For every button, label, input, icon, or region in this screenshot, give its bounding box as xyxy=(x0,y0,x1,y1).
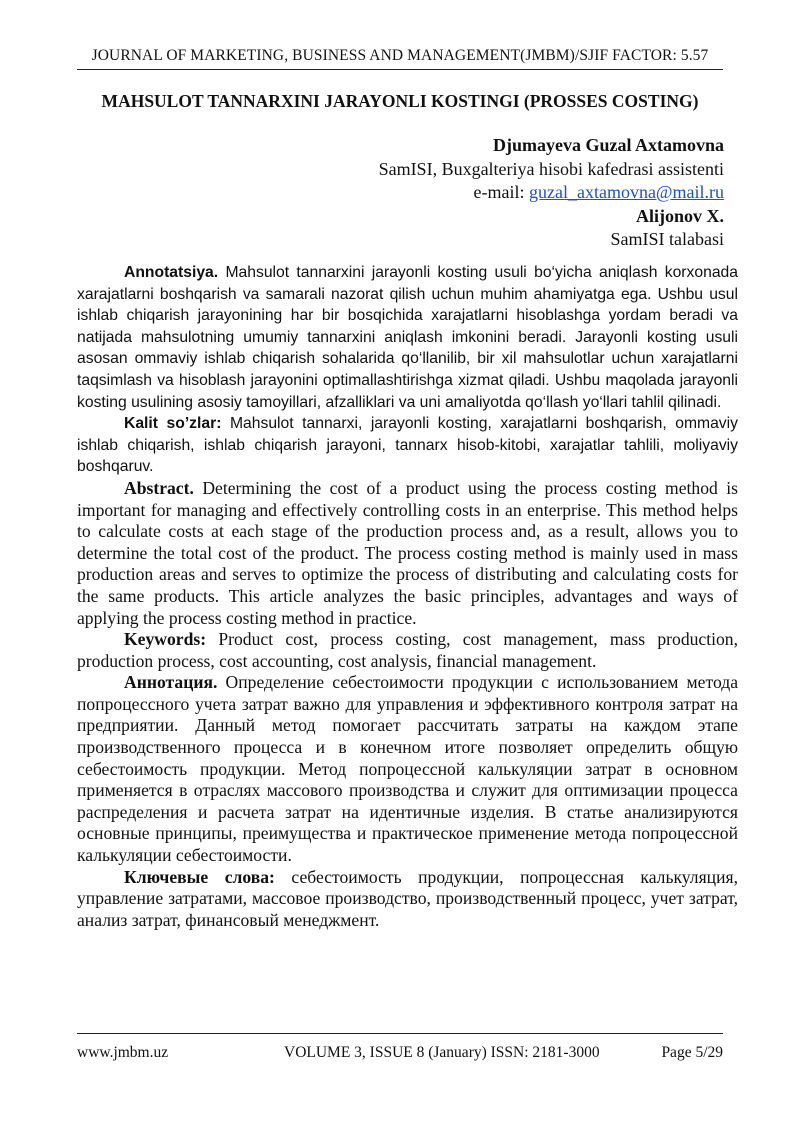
abstract-en-paragraph xyxy=(77,478,738,629)
header-divider xyxy=(77,69,723,70)
footer-page-number: Page 5/29 xyxy=(661,1044,723,1061)
keywords-en-text: Product cost, process costing, cost management, mass production, production process, cost accounting, cost analysis, financial management. xyxy=(77,629,738,671)
annotation-ru-paragraph xyxy=(77,672,738,866)
running-header: JOURNAL OF MARKETING, BUSINESS AND MANAGEMENT(JMBM)/SJIF FACTOR: 5.57 xyxy=(91,47,709,64)
footer-volume-issn: VOLUME 3, ISSUE 8 (January) ISSN: 2181-3000 xyxy=(284,1044,600,1061)
article-title: MAHSULOT TANNARXINI JARAYONLI KOSTINGI (PROSSES COSTING) xyxy=(101,91,699,111)
author-email-line xyxy=(124,181,724,205)
author-name: Djumayeva Guzal Axtamovna xyxy=(493,135,724,155)
article-body xyxy=(77,262,738,931)
abstract-en-label: Abstract. xyxy=(124,477,194,498)
abstract-en-text: Determining the cost of a product using the process costing method is important for managing and effectively controlling costs in an enterprise. This method helps to calculate costs at each stage of the production process and, as a result, allows you to determine the total cost of the product. The process costing method is mainly used in mass production areas and serves to optimize the process of distributing and calculating costs for the same products. This article analyzes the basic principles, advantages and ways of applying the process costing method in practice. xyxy=(77,477,738,628)
keywords-en-label: Keywords: xyxy=(124,629,207,650)
keywords-ru-label: Ключевые слова: xyxy=(124,866,275,887)
author-affiliation: SamISI, Buxgalteriya hisobi kafedrasi assistenti xyxy=(378,158,724,179)
keywords-ru-paragraph xyxy=(77,867,738,932)
keywords-uz-label: Kalit so’zlar: xyxy=(124,415,222,433)
keywords-en-paragraph xyxy=(77,629,738,672)
annotation-uz-text: Mahsulot tannarxini jarayonli kosting usuli bo‘yicha aniqlash korxonada xarajatlarni boshqarish va samarali nazorat qilish uchun muhim ahamiyatga ega. Ushbu usul ishlab chiqarish jarayonining har bir bosqichida xarajatlarni hisoblashga yordam beradi va natijada mahsulotning umumiy tannarxini aniqlash imkonini beradi. Jarayonli kosting usuli asosan ommaviy ishlab chiqarish sohalarida qo‘llanilib, bir xil mahsulotlar uchun xarajatlarni taqsimlash va hisoblash jarayonini optimallashtirishga xizmat qiladi. Ushbu maqolada jarayonli kosting usulining asosiy tamoyillari, afzalliklari va uni amaliyotda qo‘llash yo‘llari tahlil qilinadi. xyxy=(77,264,738,411)
coauthor-name: Alijonov X. xyxy=(635,205,724,226)
coauthor-affiliation: SamISI talabasi xyxy=(610,229,724,249)
annotation-ru-label: Аннотация. xyxy=(124,672,218,693)
annotation-ru-text: Определение себестоимости продукции с использованием метода попроцессного учета затрат важно для управления и эффективного контроля затрат на предприятии. Данный метод помогает рассчитать затраты на каждом этапе производственного процесса и в конечном итоге позволяет определить общую себестоимость продукции. Метод попроцессной калькуляции затрат в основном применяется в отраслях массового производства и служит для оптимизации процесса распределения и расчета затрат на идентичные изделия. В статье анализируются основные принципы, преимущества и практическое применение метода попроцессной калькуляции себестоимости. xyxy=(77,672,738,866)
footer-divider xyxy=(77,1033,723,1034)
keywords-ru-text: себестоимость продукции, попроцессная калькуляция, управление затратами, массовое производство, производственный процесс, учет затрат, анализ затрат, финансовый менеджмент. xyxy=(77,866,738,930)
footer-website[interactable]: www.jmbm.uz xyxy=(77,1044,169,1061)
author-block xyxy=(124,134,724,252)
email-link[interactable]: guzal_axtamovna@mail.ru xyxy=(528,182,724,202)
annotation-uz-label: Annotatsiya. xyxy=(124,264,219,281)
annotation-uz-paragraph xyxy=(77,262,738,413)
keywords-uz-paragraph xyxy=(77,413,738,478)
keywords-uz-text: Mahsulot tannarxi, jarayonli kosting, xarajatlarni boshqarish, ommaviy ishlab chiqarish, ishlab chiqarish jarayoni, tannarx hisob-kitobi, xarajatlar tahlili, moliyaviy boshqaruv. xyxy=(77,415,738,476)
email-label: e-mail: xyxy=(473,182,529,202)
